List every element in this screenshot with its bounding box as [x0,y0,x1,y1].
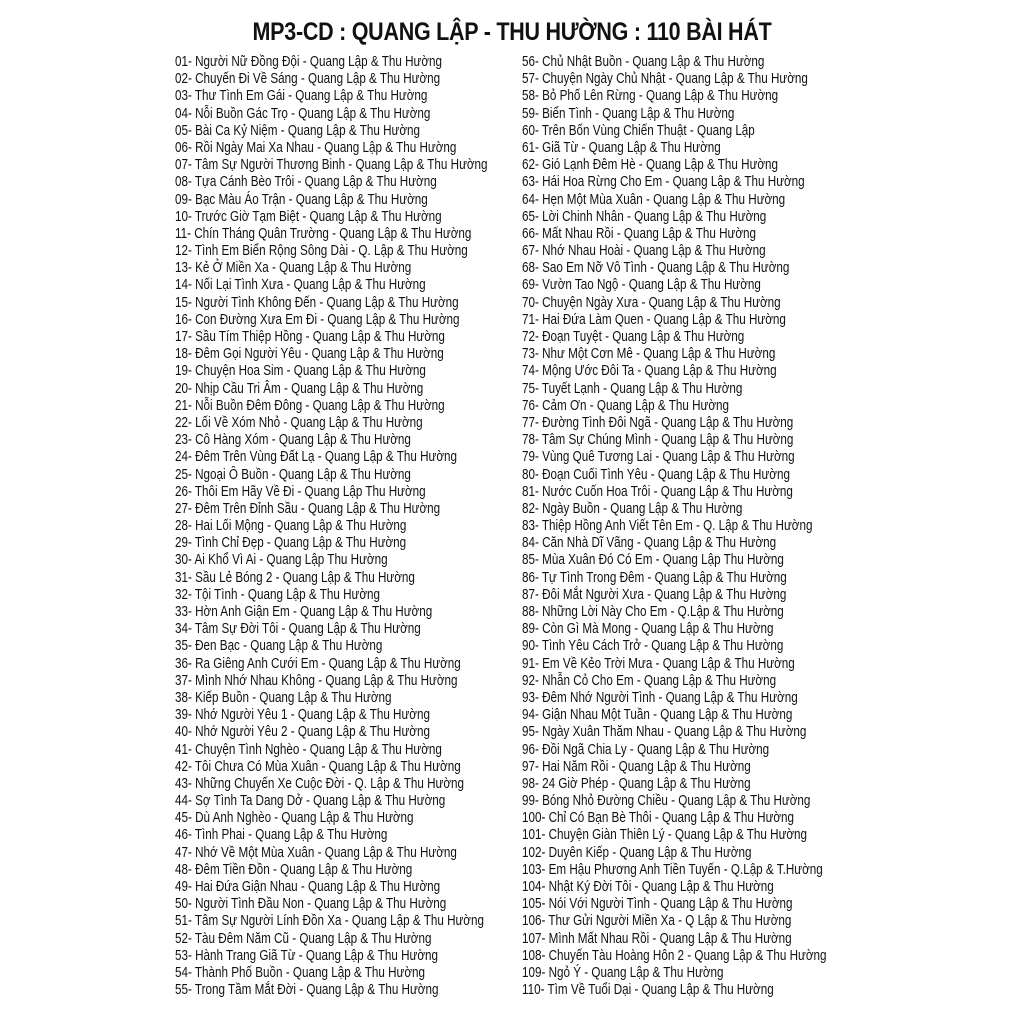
song-item: 24- Đêm Trên Vùng Đất Lạ - Quang Lập & Thu Hường [175,449,457,466]
song-item: 108- Chuyến Tàu Hoàng Hôn 2 - Quang Lập & Thu Hường [522,947,827,964]
song-item: 46- Tình Phai - Quang Lập & Thu Hường [175,827,388,844]
song-list-right [522,54,903,999]
song-item: 91- Em Về Kẻo Trời Mưa - Quang Lập & Thu Hường [522,655,795,672]
song-item: 53- Hành Trang Giã Từ - Quang Lập & Thu Hường [175,947,438,964]
song-item: 47- Nhớ Về Một Mùa Xuân - Quang Lập & Thu Hường [175,844,457,861]
song-item: 94- Giận Nhau Một Tuần - Quang Lập & Thu Hường [522,707,793,724]
song-item: 80- Đoạn Cuối Tình Yêu - Quang Lập & Thu Hường [522,466,790,483]
song-item: 11- Chín Tháng Quân Trường - Quang Lập & Thu Hường [175,225,472,242]
song-item: 87- Đôi Mắt Người Xưa - Quang Lập & Thu Hường [522,586,787,603]
song-item: 22- Lối Về Xóm Nhỏ - Quang Lập & Thu Hường [175,414,423,431]
song-item: 52- Tàu Đêm Năm Cũ - Quang Lập & Thu Hường [175,930,432,947]
song-item: 65- Lời Chinh Nhân - Quang Lập & Thu Hường [522,208,767,225]
song-item: 66- Mất Nhau Rồi - Quang Lập & Thu Hường [522,225,756,242]
song-item: 78- Tâm Sự Chúng Mình - Quang Lập & Thu Hường [522,432,794,449]
song-item: 14- Nối Lại Tình Xưa - Quang Lập & Thu Hường [175,277,426,294]
song-item: 28- Hai Lối Mộng - Quang Lập & Thu Hường [175,518,407,535]
song-item: 02- Chuyến Đi Về Sáng - Quang Lập & Thu Hường [175,71,441,88]
song-item: 69- Vườn Tao Ngộ - Quang Lập & Thu Hường [522,277,761,294]
song-item: 92- Nhẫn Cỏ Cho Em - Quang Lập & Thu Hường [522,672,777,689]
song-item: 20- Nhịp Cầu Tri Âm - Quang Lập & Thu Hường [175,380,424,397]
song-item: 55- Trong Tầm Mắt Đời - Quang Lập & Thu Hường [175,982,439,999]
song-item: 21- Nỗi Buồn Đêm Đông - Quang Lập & Thu Hường [175,397,445,414]
song-item: 61- Giã Từ - Quang Lập & Thu Hường [522,139,721,156]
song-item: 75- Tuyết Lạnh - Quang Lập & Thu Hường [522,380,743,397]
song-item: 101- Chuyện Giàn Thiên Lý - Quang Lập & Thu Hường [522,827,808,844]
song-item: 95- Ngày Xuân Thăm Nhau - Quang Lập & Thu Hường [522,724,807,741]
song-item: 26- Thôi Em Hãy Về Đi - Quang Lập Thu Hường [175,483,426,500]
song-item: 01- Người Nữ Đồng Đội - Quang Lập & Thu Hường [175,54,442,70]
song-item: 99- Bóng Nhỏ Đường Chiều - Quang Lập & Thu Hường [522,793,811,810]
song-item: 54- Thành Phố Buồn - Quang Lập & Thu Hường [175,964,426,981]
song-item: 40- Nhớ Người Yêu 2 - Quang Lập & Thu Hường [175,724,430,741]
song-item: 07- Tâm Sự Người Thương Binh - Quang Lập & Thu Hường [175,157,488,174]
song-item: 34- Tâm Sự Đời Tôi - Quang Lập & Thu Hường [175,621,421,638]
song-item: 107- Mình Mất Nhau Rồi - Quang Lập & Thu Hường [522,930,792,947]
song-item: 38- Kiếp Buồn - Quang Lập & Thu Hường [175,689,392,706]
song-item: 88- Những Lời Này Cho Em - Q.Lập & Thu Hường [522,604,784,620]
song-item: 98- 24 Giờ Phép - Quang Lập & Thu Hường [522,775,751,792]
song-item: 100- Chỉ Có Bạn Bè Thôi - Quang Lập & Thu Hường [522,810,795,827]
song-item: 16- Con Đường Xưa Em Đi - Quang Lập & Thu Hường [175,311,460,328]
song-item: 110- Tìm Về Tuổi Dại - Quang Lập & Thu Hường [522,982,774,999]
song-item: 67- Nhớ Nhau Hoài - Quang Lập & Thu Hường [522,243,766,260]
song-item: 06- Rồi Ngày Mai Xa Nhau - Quang Lập & Thu Hường [175,139,457,156]
song-item: 82- Ngày Buồn - Quang Lập & Thu Hường [522,500,743,517]
song-item: 57- Chuyện Ngày Chủ Nhật - Quang Lập & Thu Hường [522,71,808,88]
song-item: 106- Thư Gửi Người Miền Xa - Q Lập & Thu Hường [522,913,792,930]
song-item: 25- Ngoại Ô Buồn - Quang Lập & Thu Hường [175,466,411,483]
song-item: 45- Dù Anh Nghèo - Quang Lập & Thu Hường [175,810,414,827]
song-item: 59- Biển Tình - Quang Lập & Thu Hường [522,105,735,122]
song-item: 63- Hái Hoa Rừng Cho Em - Quang Lập & Thu Hường [522,174,805,191]
song-item: 56- Chủ Nhật Buồn - Quang Lập & Thu Hường [522,54,765,70]
song-item: 35- Đen Bạc - Quang Lập & Thu Hường [175,638,383,655]
song-item: 08- Tựa Cánh Bèo Trôi - Quang Lập & Thu Hường [175,174,437,191]
song-item: 31- Sầu Lẻ Bóng 2 - Quang Lập & Thu Hường [175,569,415,586]
song-item: 19- Chuyện Hoa Sim - Quang Lập & Thu Hường [175,363,426,380]
song-item: 30- Ai Khổ Vì Ai - Quang Lập Thu Hường [175,552,388,569]
song-item: 36- Ra Giêng Anh Cưới Em - Quang Lập & Thu Hường [175,655,461,672]
song-item: 84- Căn Nhà Dĩ Vãng - Quang Lập & Thu Hường [522,535,777,552]
song-item: 71- Hai Đứa Làm Quen - Quang Lập & Thu Hường [522,311,786,328]
song-item: 13- Kẻ Ở Miền Xa - Quang Lập & Thu Hường [175,260,412,277]
song-item: 109- Ngỏ Ý - Quang Lập & Thu Hường [522,964,724,981]
song-item: 33- Hờn Anh Giận Em - Quang Lập & Thu Hường [175,604,433,620]
song-item: 29- Tình Chỉ Đẹp - Quang Lập & Thu Hường [175,535,407,552]
song-item: 32- Tội Tình - Quang Lập & Thu Hường [175,586,380,603]
song-item: 79- Vùng Quê Tương Lai - Quang Lập & Thu Hường [522,449,795,466]
song-item: 90- Tình Yêu Cách Trở - Quang Lập & Thu Hường [522,638,784,655]
song-item: 70- Chuyện Ngày Xưa - Quang Lập & Thu Hường [522,294,781,311]
song-item: 73- Như Một Cơn Mê - Quang Lập & Thu Hường [522,346,776,363]
song-item: 50- Người Tình Đầu Non - Quang Lập & Thu Hường [175,896,447,913]
song-item: 60- Trên Bốn Vùng Chiến Thuật - Quang Lập [522,122,755,139]
song-item: 68- Sao Em Nỡ Vô Tình - Quang Lập & Thu Hường [522,260,790,277]
song-item: 12- Tình Em Biển Rộng Sông Dài - Q. Lập & Thu Hường [175,243,468,260]
song-item: 27- Đêm Trên Đỉnh Sầu - Quang Lập & Thu Hường [175,500,441,517]
song-item: 04- Nỗi Buồn Gác Trọ - Quang Lập & Thu Hường [175,105,431,122]
song-item: 41- Chuyện Tình Nghèo - Quang Lập & Thu Hường [175,741,442,758]
song-item: 09- Bạc Màu Áo Trận - Quang Lập & Thu Hường [175,191,428,208]
song-item: 64- Hẹn Một Mùa Xuân - Quang Lập & Thu Hường [522,191,786,208]
page-title: MP3-CD : QUANG LẬP - THU HƯỜNG : 110 BÀI HÁT [252,18,772,46]
song-item: 42- Tôi Chưa Có Mùa Xuân - Quang Lập & Thu Hường [175,758,461,775]
song-item: 103- Em Hậu Phương Anh Tiền Tuyến - Q.Lập & T.Hường [522,861,823,878]
song-item: 05- Bài Ca Kỷ Niệm - Quang Lập & Thu Hường [175,122,420,139]
song-item: 10- Trước Giờ Tạm Biệt - Quang Lập & Thu Hường [175,208,442,225]
song-item: 105- Nói Với Người Tình - Quang Lập & Thu Hường [522,896,793,913]
song-item: 03- Thư Tình Em Gái - Quang Lập & Thu Hường [175,88,428,105]
song-item: 97- Hai Năm Rồi - Quang Lập & Thu Hường [522,758,751,775]
song-item: 17- Sầu Tím Thiệp Hồng - Quang Lập & Thu Hường [175,329,445,345]
song-item: 51- Tâm Sự Người Lính Đồn Xa - Quang Lập & Thu Hường [175,913,484,930]
song-item: 23- Cô Hàng Xóm - Quang Lập & Thu Hường [175,432,411,449]
song-item: 86- Tự Tình Trong Đêm - Quang Lập & Thu Hường [522,569,787,586]
song-item: 49- Hai Đứa Giận Nhau - Quang Lập & Thu Hường [175,879,441,895]
song-item: 48- Đêm Tiền Đồn - Quang Lập & Thu Hường [175,861,413,878]
song-item: 104- Nhật Ký Đời Tôi - Quang Lập & Thu Hường [522,879,774,895]
song-item: 62- Gió Lạnh Đêm Hè - Quang Lập & Thu Hường [522,157,779,174]
song-item: 74- Mộng Ước Đôi Ta - Quang Lập & Thu Hường [522,363,777,380]
song-item: 77- Đường Tình Đôi Ngã - Quang Lập & Thu Hường [522,414,794,431]
song-item: 44- Sợ Tình Ta Dang Dở - Quang Lập & Thu Hường [175,793,446,810]
song-item: 85- Mùa Xuân Đó Có Em - Quang Lập Thu Hường [522,552,784,569]
song-item: 76- Cảm Ơn - Quang Lập & Thu Hường [522,397,729,414]
song-item: 93- Đêm Nhớ Người Tình - Quang Lập & Thu Hường [522,689,798,706]
song-item: 89- Còn Gì Mà Mong - Quang Lập & Thu Hường [522,621,774,638]
song-item: 39- Nhớ Người Yêu 1 - Quang Lập & Thu Hường [175,707,430,724]
song-item: 37- Mình Nhớ Nhau Không - Quang Lập & Thu Hường [175,672,458,689]
song-item: 83- Thiệp Hồng Anh Viết Tên Em - Q. Lập & Thu Hường [522,518,813,535]
song-item: 72- Đoạn Tuyệt - Quang Lập & Thu Hường [522,329,745,345]
song-item: 81- Nước Cuốn Hoa Trôi - Quang Lập & Thu Hường [522,483,793,500]
song-item: 15- Người Tình Không Đến - Quang Lập & Thu Hường [175,294,459,311]
song-list-left [175,54,566,999]
song-item: 18- Đêm Gọi Người Yêu - Quang Lập & Thu Hường [175,346,444,363]
song-item: 96- Đồi Ngã Chia Ly - Quang Lập & Thu Hường [522,741,770,758]
song-item: 102- Duyên Kiếp - Quang Lập & Thu Hường [522,844,752,861]
song-item: 58- Bỏ Phố Lên Rừng - Quang Lập & Thu Hường [522,88,779,105]
song-item: 43- Những Chuyến Xe Cuộc Đời - Q. Lập & Thu Hường [175,775,465,792]
